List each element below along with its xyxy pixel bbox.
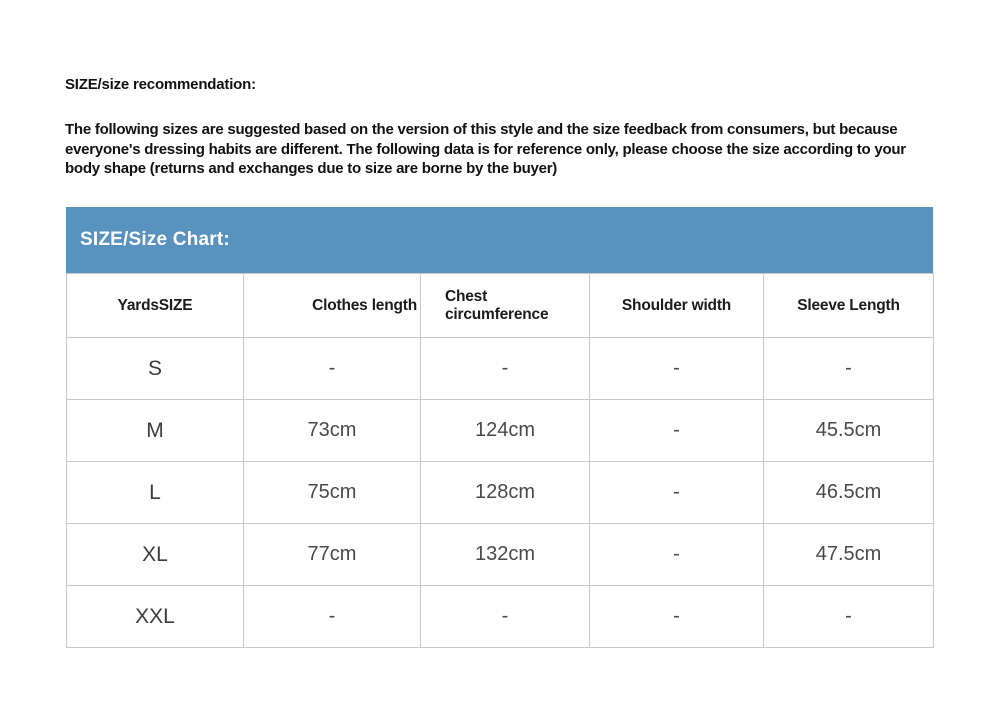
size-value: 132cm xyxy=(421,524,590,586)
size-value: 128cm xyxy=(421,462,590,524)
table-row xyxy=(67,462,934,524)
column-header-4: Sleeve Length xyxy=(764,274,934,338)
page-title: SIZE/size recommendation: xyxy=(65,76,256,93)
size-value: 46.5cm xyxy=(764,462,934,524)
size-value: 73cm xyxy=(244,400,421,462)
size-value: - xyxy=(244,338,421,400)
size-value: - xyxy=(764,338,934,400)
size-table-header-row xyxy=(67,274,934,338)
column-header-1: Clothes length xyxy=(244,274,421,338)
size-value: 45.5cm xyxy=(764,400,934,462)
size-value: - xyxy=(590,462,764,524)
size-value: 124cm xyxy=(421,400,590,462)
size-value: 77cm xyxy=(244,524,421,586)
intro-paragraph: The following sizes are suggested based on the version of this style and the size feedback from consumers, but because everyone's dressing habits are different. The following data is for reference only, please choose the size according to your body shape (returns and exchanges due to size are borne by the buyer) xyxy=(65,121,906,177)
size-label: M xyxy=(67,400,244,462)
size-table-body xyxy=(67,338,934,648)
size-value: 75cm xyxy=(244,462,421,524)
size-value: - xyxy=(764,586,934,648)
size-chart-title-bar xyxy=(66,207,933,273)
size-value: - xyxy=(590,400,764,462)
table-row xyxy=(67,400,934,462)
size-label: XXL xyxy=(67,586,244,648)
size-value: 47.5cm xyxy=(764,524,934,586)
column-header-3: Shoulder width xyxy=(590,274,764,338)
column-header-2: Chest circumference xyxy=(421,274,590,338)
table-row xyxy=(67,338,934,400)
size-value: - xyxy=(421,586,590,648)
size-label: L xyxy=(67,462,244,524)
size-label: S xyxy=(67,338,244,400)
table-row xyxy=(67,524,934,586)
size-chart-title: SIZE/Size Chart: xyxy=(80,229,230,250)
size-label: XL xyxy=(67,524,244,586)
size-value: - xyxy=(590,338,764,400)
table-row xyxy=(67,586,934,648)
column-header-0: YardsSIZE xyxy=(67,274,244,338)
size-value: - xyxy=(421,338,590,400)
size-value: - xyxy=(244,586,421,648)
size-table xyxy=(66,273,934,648)
size-value: - xyxy=(590,586,764,648)
size-value: - xyxy=(590,524,764,586)
